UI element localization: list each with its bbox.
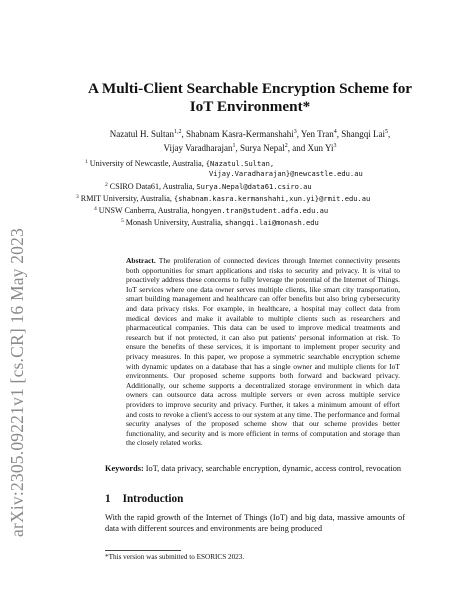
email: Surya.Nepal@data61.csiro.au (196, 181, 312, 191)
introduction-paragraph: With the rapid growth of the Internet of Things (IoT) and big data, massive amounts of data with different sources and environments are being produced (105, 513, 405, 533)
email: Vijay.Varadharajan}@newcastle.edu.au (209, 169, 363, 179)
email: {shabnam.kasra.kermanshahi,xun.yi}@rmit.edu.au (173, 193, 371, 203)
email: shangqi.lai@monash.edu (224, 218, 319, 228)
abstract (126, 256, 400, 448)
email: {Nazatul.Sultan, (205, 159, 275, 168)
section-heading (105, 493, 183, 505)
author-list: Nazatul H. Sultan$^{1,2}$, Shabnam Kasra-Kermanshahi$^3$, Yen Tran$^4$, Shangqi Lai$^5$, Vijay Varadharajan$^1$, Surya Nepal$^2$, and Xun Yi$^3$ (109, 129, 391, 153)
affiliation: $^3$ RMIT University, Australia, {shabnam.kasra.kermanshahi,xun.yi}@rmit.edu.au (76, 193, 371, 203)
paper-title (60, 80, 440, 116)
author: Shabnam Kasra-Kermanshahi$^3$ (186, 129, 297, 139)
keywords (105, 464, 405, 475)
author: Yen Tran$^4$ (300, 129, 337, 139)
abstract-label: Abstract. (126, 256, 156, 265)
affiliation: $^2$ CSIRO Data61, Australia, Surya.Nepal@data61.csiro.au (105, 181, 312, 191)
affiliation: $^5$ Monash University, Australia, shangqi.lai@monash.edu (121, 218, 319, 228)
affiliation (85, 169, 425, 179)
title-line: A Multi-Client Searchable Encryption Scheme for (87, 80, 413, 97)
affiliation: $^1$ University of Newcastle, Australia, {Nazatul.Sultan, (85, 159, 275, 168)
abstract-text: The proliferation of connected devices through Internet connectivity presents both opportunities for smart applications and risks to security and privacy. It is vital to proactively address these concerns to fully leverage the potential of the Internet of Things. IoT services where one data owner serves multiple clients, like smart city transportation, smart building management and healthcare can offer benefits but also bring cybersecurity and data privacy risks. For example, in healthcare, a hospital may collect data from medical devices and make it available to multiple clients such as researchers and pharmaceutical companies. This data can be used to improve medical treatments and research but if not protected, it can also put patients' personal information at risk. To ensure the benefits of these services, it is important to implement proper security and privacy measures. In this paper, we propose a symmetric searchable encryption scheme with dynamic updates on a database that has a single owner and multiple clients for IoT environments. Our proposed scheme supports both forward and backward privacy. Additionally, our scheme supports a decentralized storage environment in which data owners can outsource data across multiple servers or even across multiple service providers to improve security and privacy. Further, it takes a minimum amount of effort and costs to revoke a client's access to our system at any time. The performance and formal security analyses of the proposed scheme show that our scheme provides better functionality, and security and is more efficient in terms of computation and storage than the closely related works. (126, 256, 400, 448)
keywords-label: Keywords: (105, 464, 144, 473)
footnote-divider (105, 550, 181, 551)
author: Xun Yi$^3$ (307, 142, 337, 153)
author: Shangqi Lai$^5$ (341, 129, 388, 139)
email: hongyen.tran@student.adfa.edu.au (191, 206, 329, 216)
arxiv-identifier: arXiv:2305.09221v1 [cs.CR] 16 May 2023 (6, 228, 27, 537)
affiliations (76, 157, 425, 229)
section-title: Introduction (122, 493, 184, 505)
footnote: *This version was submitted to ESORICS 2023. (105, 553, 245, 561)
author: Nazatul H. Sultan$^{1,2}$ (109, 129, 182, 139)
title-line: IoT Environment* (189, 98, 311, 115)
arxiv-identifier-sidebar (6, 180, 28, 585)
affiliation: $^4$ UNSW Canberra, Australia, hongyen.tran@student.adfa.edu.au (94, 206, 329, 216)
section-number: 1 (105, 493, 111, 505)
author: Vijay Varadharajan$^1$ (163, 142, 236, 153)
keywords-text: IoT, data privacy, searchable encryption, dynamic, access control, revocation (145, 464, 402, 473)
author: Surya Nepal$^2$ (240, 142, 288, 153)
